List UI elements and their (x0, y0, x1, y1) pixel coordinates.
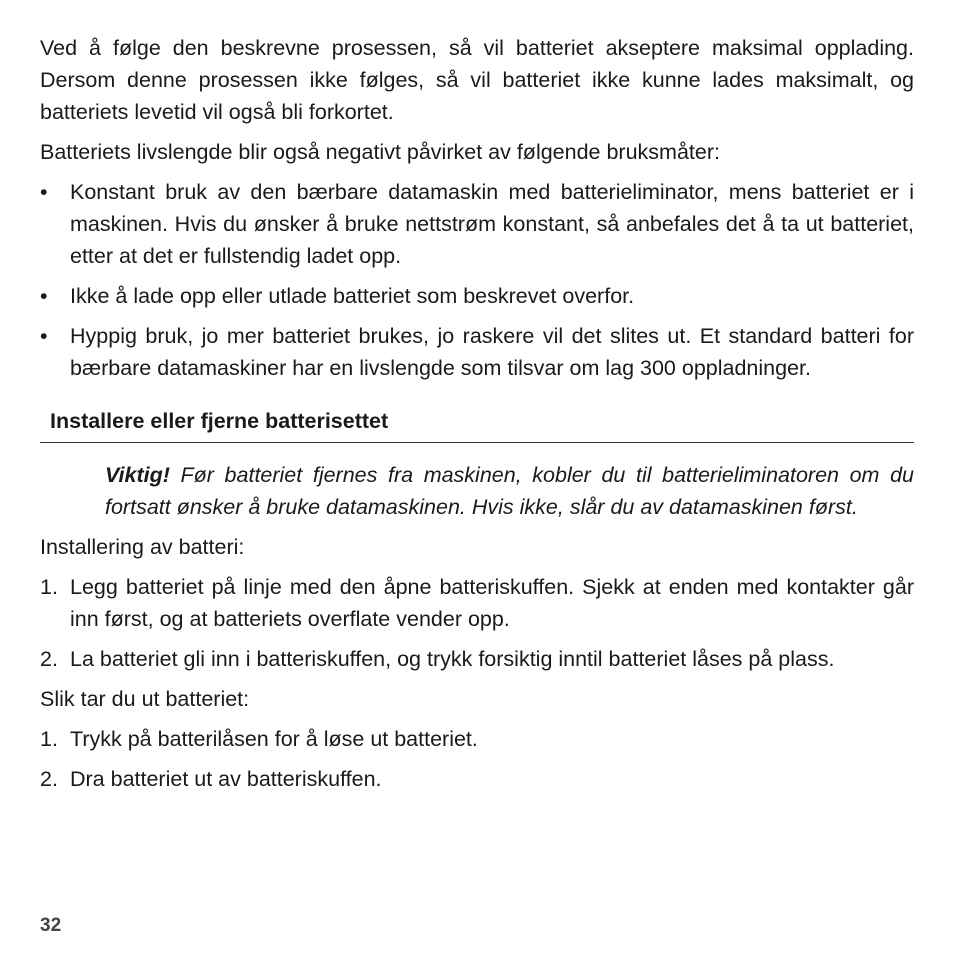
step-text: La batteriet gli inn i batteriskuffen, og trykk forsiktig inntil batteriet låses på plass. (70, 647, 835, 671)
important-note (105, 459, 914, 523)
bullet-marker: • (40, 324, 48, 348)
document-page (40, 32, 914, 803)
list-item (40, 176, 914, 272)
section-heading: Installere eller fjerne batterisettet (40, 406, 914, 443)
remove-label: Slik tar du ut batteriet: (40, 687, 250, 711)
remove-steps-list (40, 723, 914, 795)
step-number: 2. (40, 767, 58, 791)
list-item (40, 280, 914, 312)
bullet-text: Hyppig bruk, jo mer batteriet brukes, jo raskere vil det slites ut. Et standard batteri for bærbare datamaskiner har en livslengde som tilsvar om lag 300 oppladninger. (70, 324, 914, 380)
list-item (40, 571, 914, 635)
bullet-marker: • (40, 284, 48, 308)
bullet-text: Ikke å lade opp eller utlade batteriet som beskrevet overfor. (70, 284, 635, 308)
list-item (40, 320, 914, 384)
step-text: Trykk på batterilåsen for å løse ut batteriet. (70, 727, 478, 751)
note-label: Viktig! (105, 463, 170, 487)
list-item (40, 763, 914, 795)
bullet-text: Konstant bruk av den bærbare datamaskin med batterieliminator, mens batteriet er i maskinen. Hvis du ønsker å bruke nettstrøm konstant, så anbefales det å ta ut batteriet, etter at det er fullstendig ladet opp. (70, 180, 914, 268)
intro-paragraph: Ved å følge den beskrevne prosessen, så vil batteriet akseptere maksimal opplading. Dersom denne prosessen ikke følges, så vil batteriet ikke kunne lades maksimalt, og batteriets levetid vil også bli forkortet. (40, 36, 914, 124)
step-number: 1. (40, 727, 58, 751)
install-label: Installering av batteri: (40, 535, 245, 559)
intro-lead-in: Batteriets livslengde blir også negativt påvirket av følgende bruksmåter: (40, 140, 720, 164)
bullet-marker: • (40, 180, 48, 204)
page-number: 32 (40, 915, 62, 936)
note-text: Før batteriet fjernes fra maskinen, kobler du til batterieliminatoren om du fortsatt ønsker å bruke datamaskinen. Hvis ikke, slår du av datamaskinen først. (105, 463, 914, 519)
step-number: 1. (40, 575, 58, 599)
usage-bullet-list (40, 176, 914, 384)
step-text: Legg batteriet på linje med den åpne batteriskuffen. Sjekk at enden med kontakter går inn først, og at batteriets overflate vender opp. (70, 575, 914, 631)
step-number: 2. (40, 647, 58, 671)
list-item (40, 723, 914, 755)
step-text: Dra batteriet ut av batteriskuffen. (70, 767, 382, 791)
list-item (40, 643, 914, 675)
install-steps-list (40, 571, 914, 675)
